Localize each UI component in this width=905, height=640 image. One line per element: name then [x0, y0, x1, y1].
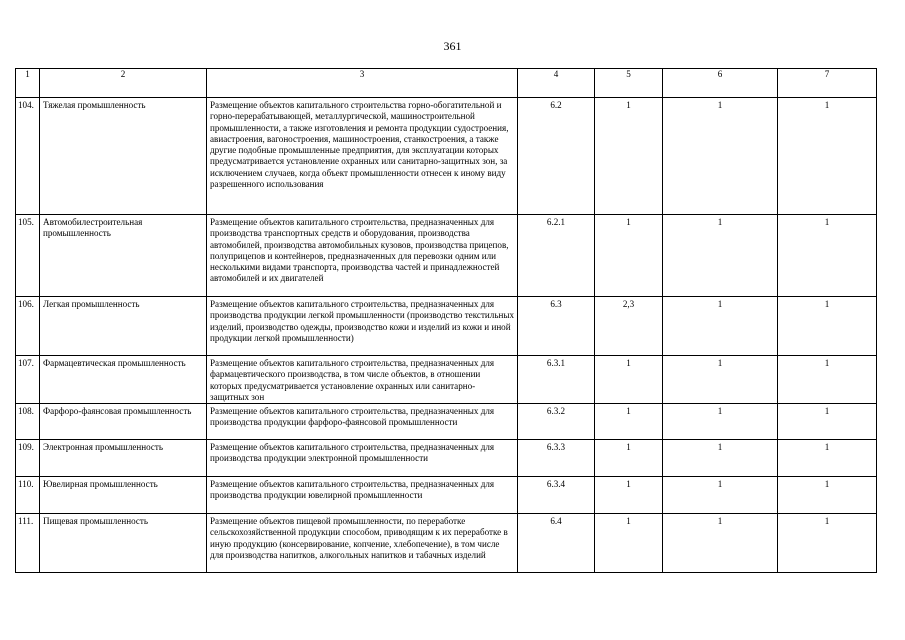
classifier-code: 6.2.1: [518, 215, 595, 297]
column-header: 7: [778, 69, 877, 98]
table-row: [16, 477, 877, 514]
use-type-name: Пищевая промышленность: [40, 514, 207, 573]
row-number: 107.: [16, 356, 40, 404]
column-6-value: 1: [663, 297, 778, 356]
classifier-code: 6.2: [518, 98, 595, 215]
row-number: 106.: [16, 297, 40, 356]
table-row: [16, 98, 877, 215]
use-type-name: Фармацевтическая промышленность: [40, 356, 207, 404]
column-header: 4: [518, 69, 595, 98]
use-description: Размещение объектов капитального строительства, предназначенных для производства продукции ювелирной промышленности: [207, 477, 518, 514]
column-5-value: 1: [595, 215, 663, 297]
row-number: 109.: [16, 440, 40, 477]
table-row: [16, 297, 877, 356]
use-description: Размещение объектов пищевой промышленности, по переработке сельскохозяйственной продукции способом, приводящим к их переработке в иную продукцию (консервирование, копчение, хлебопечение), в том числе для производства напитков, алкогольных напитков и табачных изделий: [207, 514, 518, 573]
column-5-value: 1: [595, 98, 663, 215]
use-type-name: Электронная промышленность: [40, 440, 207, 477]
column-6-value: 1: [663, 215, 778, 297]
column-5-value: 2,3: [595, 297, 663, 356]
column-5-value: 1: [595, 477, 663, 514]
table-row: [16, 440, 877, 477]
classifier-code: 6.3.3: [518, 440, 595, 477]
use-type-name: Тяжелая промышленность: [40, 98, 207, 215]
column-header: 5: [595, 69, 663, 98]
column-6-value: 1: [663, 98, 778, 215]
column-6-value: 1: [663, 514, 778, 573]
table-row: [16, 215, 877, 297]
column-header: 2: [40, 69, 207, 98]
column-6-value: 1: [663, 356, 778, 404]
use-type-name: Фарфоро-фаянсовая промышленность: [40, 404, 207, 440]
column-6-value: 1: [663, 404, 778, 440]
column-7-value: 1: [778, 98, 877, 215]
use-description: Размещение объектов капитального строительства, предназначенных для производства продукции электронной промышленности: [207, 440, 518, 477]
column-5-value: 1: [595, 404, 663, 440]
use-description: Размещение объектов капитального строительства, предназначенных для производства продукции фарфоро-фаянсовой промышленности: [207, 404, 518, 440]
column-7-value: 1: [778, 477, 877, 514]
use-description: Размещение объектов капитального строительства, предназначенных для производства продукции легкой промышленности (производство текстильных изделий, производство одежды, производство кожи и изделий из кожи и иной продукции легкой промышленности): [207, 297, 518, 356]
use-type-name: Автомобилестроительная промышленность: [40, 215, 207, 297]
column-6-value: 1: [663, 477, 778, 514]
column-7-value: 1: [778, 440, 877, 477]
column-7-value: 1: [778, 514, 877, 573]
row-number: 108.: [16, 404, 40, 440]
column-5-value: 1: [595, 356, 663, 404]
classifier-code: 6.4: [518, 514, 595, 573]
column-6-value: 1: [663, 440, 778, 477]
use-type-name: Ювелирная промышленность: [40, 477, 207, 514]
column-header: 3: [207, 69, 518, 98]
classifier-code: 6.3: [518, 297, 595, 356]
column-7-value: 1: [778, 356, 877, 404]
row-number: 110.: [16, 477, 40, 514]
table-header-row: [16, 69, 877, 98]
use-description: Размещение объектов капитального строительства, предназначенных для производства транспортных средств и оборудования, производства автомобилей, производства автомобильных кузовов, производства прицепов, полуприцепов и контейнеров, предназначенных для перевозки одним или несколькими видами транспорта, производства частей и принадлежностей автомобилей и их двигателей: [207, 215, 518, 297]
column-7-value: 1: [778, 404, 877, 440]
row-number: 111.: [16, 514, 40, 573]
column-5-value: 1: [595, 440, 663, 477]
page-number: 361: [443, 39, 462, 53]
table-row: [16, 404, 877, 440]
row-number: 105.: [16, 215, 40, 297]
column-header: 6: [663, 69, 778, 98]
column-5-value: 1: [595, 514, 663, 573]
column-header: 1: [16, 69, 40, 98]
use-description: Размещение объектов капитального строительства, предназначенных для фармацевтического производства, в том числе объектов, в отношении которых предусматривается установление охранных или санитарно-защитных зон: [207, 356, 518, 404]
column-7-value: 1: [778, 297, 877, 356]
use-type-name: Легкая промышленность: [40, 297, 207, 356]
land-use-table: [15, 68, 877, 573]
classifier-code: 6.3.4: [518, 477, 595, 514]
column-7-value: 1: [778, 215, 877, 297]
classifier-code: 6.3.1: [518, 356, 595, 404]
table-row: [16, 514, 877, 573]
classifier-code: 6.3.2: [518, 404, 595, 440]
row-number: 104.: [16, 98, 40, 215]
table-row: [16, 356, 877, 404]
use-description: Размещение объектов капитального строительства горно-обогатительной и горно-перерабатывающей, металлургической, машиностроительной промышленности, а также изготовления и ремонта продукции судостроения, авиастроения, вагоностроения, машиностроения, станкостроения, а также другие подобные промышленные предприятия, для эксплуатации которых предусматривается установление охранных или санитарно-защитных зон, за исключением случаев, когда объект промышленности отнесен к иному виду разрешенного использования: [207, 98, 518, 215]
